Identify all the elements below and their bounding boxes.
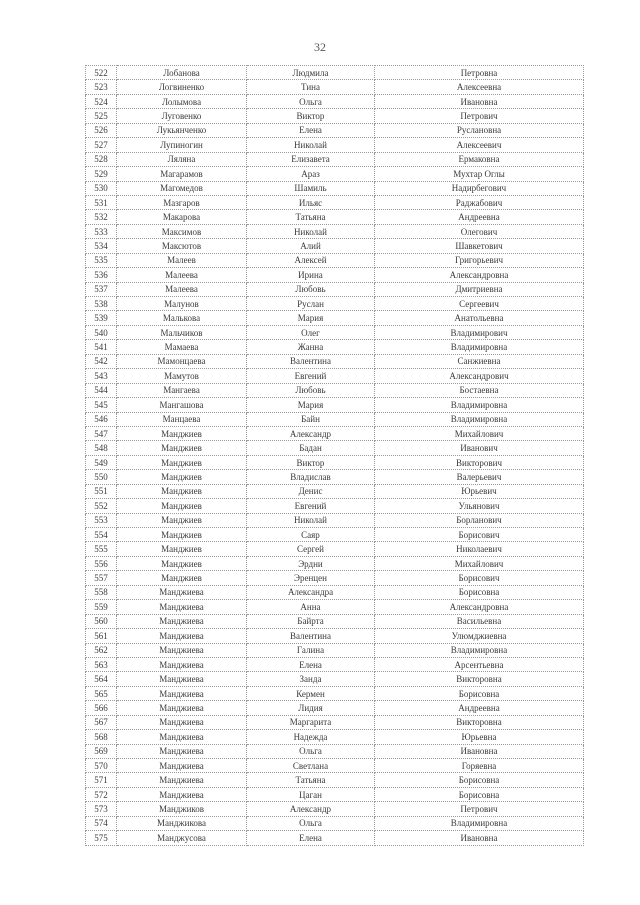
table-row <box>86 787 584 801</box>
row-number: 569 <box>86 744 117 758</box>
surname-cell: Манджиев <box>117 528 247 542</box>
surname-cell: Лобанова <box>117 66 247 80</box>
first-name-cell: Любовь <box>247 383 375 397</box>
patronymic-cell: Александровна <box>375 268 584 282</box>
surname-cell: Малеева <box>117 268 247 282</box>
table-row <box>86 340 584 354</box>
patronymic-cell: Владимировна <box>375 816 584 830</box>
surname-cell: Лолымова <box>117 94 247 108</box>
first-name-cell: Галина <box>247 643 375 657</box>
table-row <box>86 513 584 527</box>
row-number: 525 <box>86 109 117 123</box>
surname-cell: Манджиева <box>117 672 247 686</box>
patronymic-cell: Борисовна <box>375 787 584 801</box>
surname-cell: Манджиева <box>117 759 247 773</box>
row-number: 574 <box>86 816 117 830</box>
first-name-cell: Жанна <box>247 340 375 354</box>
surname-cell: Манджиева <box>117 585 247 599</box>
row-number: 523 <box>86 80 117 94</box>
table-row <box>86 325 584 339</box>
patronymic-cell: Ермаковна <box>375 152 584 166</box>
patronymic-cell: Анатольевна <box>375 311 584 325</box>
table-row <box>86 802 584 816</box>
row-number: 560 <box>86 614 117 628</box>
first-name-cell: Евгений <box>247 499 375 513</box>
row-number: 536 <box>86 268 117 282</box>
table-row <box>86 484 584 498</box>
patronymic-cell: Григорьевич <box>375 253 584 267</box>
patronymic-cell: Петрович <box>375 109 584 123</box>
row-number: 556 <box>86 556 117 570</box>
patronymic-cell: Ивановна <box>375 94 584 108</box>
table-row <box>86 268 584 282</box>
roster-table <box>85 65 584 846</box>
surname-cell: Манджиева <box>117 686 247 700</box>
table-row <box>86 383 584 397</box>
first-name-cell: Мария <box>247 398 375 412</box>
patronymic-cell: Сергеевич <box>375 297 584 311</box>
surname-cell: Магомедов <box>117 181 247 195</box>
patronymic-cell: Руслановна <box>375 123 584 137</box>
first-name-cell: Олег <box>247 325 375 339</box>
first-name-cell: Алексей <box>247 253 375 267</box>
first-name-cell: Маргарита <box>247 715 375 729</box>
row-number: 553 <box>86 513 117 527</box>
row-number: 554 <box>86 528 117 542</box>
first-name-cell: Николай <box>247 224 375 238</box>
surname-cell: Манджусова <box>117 831 247 845</box>
table-row <box>86 311 584 325</box>
patronymic-cell: Михайлович <box>375 426 584 440</box>
patronymic-cell: Александровна <box>375 600 584 614</box>
patronymic-cell: Андреевна <box>375 210 584 224</box>
row-number: 535 <box>86 253 117 267</box>
patronymic-cell: Юрьевич <box>375 484 584 498</box>
row-number: 572 <box>86 787 117 801</box>
first-name-cell: Людмила <box>247 66 375 80</box>
first-name-cell: Виктор <box>247 109 375 123</box>
table-row <box>86 773 584 787</box>
first-name-cell: Шамиль <box>247 181 375 195</box>
first-name-cell: Занда <box>247 672 375 686</box>
table-row <box>86 369 584 383</box>
patronymic-cell: Михайлович <box>375 556 584 570</box>
table-row <box>86 759 584 773</box>
surname-cell: Манцаева <box>117 412 247 426</box>
patronymic-cell: Борисович <box>375 528 584 542</box>
patronymic-cell: Владимировна <box>375 398 584 412</box>
first-name-cell: Александр <box>247 426 375 440</box>
table-row <box>86 600 584 614</box>
patronymic-cell: Викторовна <box>375 715 584 729</box>
surname-cell: Манджиев <box>117 571 247 585</box>
surname-cell: Малунов <box>117 297 247 311</box>
row-number: 524 <box>86 94 117 108</box>
row-number: 547 <box>86 426 117 440</box>
patronymic-cell: Борисовна <box>375 585 584 599</box>
first-name-cell: Денис <box>247 484 375 498</box>
row-number: 522 <box>86 66 117 80</box>
table-row <box>86 297 584 311</box>
table-row <box>86 152 584 166</box>
first-name-cell: Владислав <box>247 470 375 484</box>
table-row <box>86 455 584 469</box>
patronymic-cell: Бостаевна <box>375 383 584 397</box>
table-row <box>86 94 584 108</box>
patronymic-cell: Горяевна <box>375 759 584 773</box>
patronymic-cell: Мухтар Оглы <box>375 167 584 181</box>
first-name-cell: Александра <box>247 585 375 599</box>
surname-cell: Манджиева <box>117 614 247 628</box>
row-number: 558 <box>86 585 117 599</box>
row-number: 552 <box>86 499 117 513</box>
first-name-cell: Ольга <box>247 744 375 758</box>
patronymic-cell: Николаевич <box>375 542 584 556</box>
surname-cell: Мазгаров <box>117 195 247 209</box>
table-row <box>86 730 584 744</box>
surname-cell: Манджиева <box>117 629 247 643</box>
surname-cell: Манджиев <box>117 455 247 469</box>
surname-cell: Манджиева <box>117 701 247 715</box>
table-row <box>86 181 584 195</box>
first-name-cell: Эрдни <box>247 556 375 570</box>
row-number: 541 <box>86 340 117 354</box>
first-name-cell: Ильяс <box>247 195 375 209</box>
surname-cell: Ляляна <box>117 152 247 166</box>
first-name-cell: Елизавета <box>247 152 375 166</box>
first-name-cell: Тина <box>247 80 375 94</box>
surname-cell: Мамонцаева <box>117 354 247 368</box>
first-name-cell: Ирина <box>247 268 375 282</box>
first-name-cell: Араз <box>247 167 375 181</box>
surname-cell: Малеева <box>117 282 247 296</box>
row-number: 544 <box>86 383 117 397</box>
surname-cell: Манджиев <box>117 556 247 570</box>
page-number: 32 <box>314 40 326 54</box>
table-row <box>86 816 584 830</box>
row-number: 566 <box>86 701 117 715</box>
table-row <box>86 109 584 123</box>
patronymic-cell: Олегович <box>375 224 584 238</box>
first-name-cell: Ольга <box>247 816 375 830</box>
first-name-cell: Елена <box>247 123 375 137</box>
table-row <box>86 556 584 570</box>
table-row <box>86 499 584 513</box>
row-number: 542 <box>86 354 117 368</box>
surname-cell: Манджиев <box>117 426 247 440</box>
surname-cell: Манджиев <box>117 513 247 527</box>
first-name-cell: Цаган <box>247 787 375 801</box>
surname-cell: Манджиева <box>117 657 247 671</box>
table-row <box>86 744 584 758</box>
table-row <box>86 412 584 426</box>
first-name-cell: Валентина <box>247 629 375 643</box>
table-row <box>86 470 584 484</box>
first-name-cell: Бадан <box>247 441 375 455</box>
table-row <box>86 528 584 542</box>
row-number: 528 <box>86 152 117 166</box>
surname-cell: Манджиева <box>117 787 247 801</box>
first-name-cell: Виктор <box>247 455 375 469</box>
table-row <box>86 441 584 455</box>
row-number: 563 <box>86 657 117 671</box>
surname-cell: Манджиева <box>117 744 247 758</box>
table-row <box>86 686 584 700</box>
patronymic-cell: Владимировна <box>375 643 584 657</box>
first-name-cell: Татьяна <box>247 773 375 787</box>
patronymic-cell: Викторович <box>375 455 584 469</box>
first-name-cell: Руслан <box>247 297 375 311</box>
patronymic-cell: Александрович <box>375 369 584 383</box>
row-number: 537 <box>86 282 117 296</box>
patronymic-cell: Борисовна <box>375 773 584 787</box>
patronymic-cell: Борисович <box>375 571 584 585</box>
row-number: 534 <box>86 239 117 253</box>
table-row <box>86 138 584 152</box>
table-row <box>86 210 584 224</box>
first-name-cell: Надежда <box>247 730 375 744</box>
surname-cell: Мальчиков <box>117 325 247 339</box>
surname-cell: Малеев <box>117 253 247 267</box>
row-number: 549 <box>86 455 117 469</box>
row-number: 538 <box>86 297 117 311</box>
surname-cell: Логвиненко <box>117 80 247 94</box>
row-number: 559 <box>86 600 117 614</box>
patronymic-cell: Петрович <box>375 802 584 816</box>
table-row <box>86 167 584 181</box>
table-row <box>86 426 584 440</box>
first-name-cell: Байн <box>247 412 375 426</box>
patronymic-cell: Владимировна <box>375 340 584 354</box>
table-row <box>86 657 584 671</box>
table-row <box>86 571 584 585</box>
table-row <box>86 224 584 238</box>
first-name-cell: Кермен <box>247 686 375 700</box>
table-row <box>86 542 584 556</box>
first-name-cell: Сергей <box>247 542 375 556</box>
table-row <box>86 253 584 267</box>
patronymic-cell: Ивановна <box>375 744 584 758</box>
table-row <box>86 80 584 94</box>
patronymic-cell: Раджабович <box>375 195 584 209</box>
patronymic-cell: Ульянович <box>375 499 584 513</box>
patronymic-cell: Васильевна <box>375 614 584 628</box>
surname-cell: Манджиева <box>117 730 247 744</box>
patronymic-cell: Санжиевна <box>375 354 584 368</box>
patronymic-cell: Шавкетович <box>375 239 584 253</box>
surname-cell: Манджиков <box>117 802 247 816</box>
patronymic-cell: Борисовна <box>375 686 584 700</box>
first-name-cell: Байрта <box>247 614 375 628</box>
table-row <box>86 701 584 715</box>
surname-cell: Луговенко <box>117 109 247 123</box>
roster-body <box>86 66 584 846</box>
table-row <box>86 585 584 599</box>
surname-cell: Манджиева <box>117 715 247 729</box>
table-row <box>86 66 584 80</box>
table-row <box>86 672 584 686</box>
first-name-cell: Светлана <box>247 759 375 773</box>
patronymic-cell: Ивановна <box>375 831 584 845</box>
row-number: 527 <box>86 138 117 152</box>
row-number: 531 <box>86 195 117 209</box>
row-number: 575 <box>86 831 117 845</box>
surname-cell: Манджиев <box>117 470 247 484</box>
row-number: 568 <box>86 730 117 744</box>
patronymic-cell: Арсентьевна <box>375 657 584 671</box>
first-name-cell: Николай <box>247 138 375 152</box>
surname-cell: Мамутов <box>117 369 247 383</box>
row-number: 540 <box>86 325 117 339</box>
patronymic-cell: Алексеевич <box>375 138 584 152</box>
patronymic-cell: Владимировна <box>375 412 584 426</box>
first-name-cell: Елена <box>247 831 375 845</box>
table-row <box>86 239 584 253</box>
row-number: 571 <box>86 773 117 787</box>
surname-cell: Мамаева <box>117 340 247 354</box>
row-number: 530 <box>86 181 117 195</box>
row-number: 567 <box>86 715 117 729</box>
patronymic-cell: Валерьевич <box>375 470 584 484</box>
row-number: 550 <box>86 470 117 484</box>
surname-cell: Манджиев <box>117 542 247 556</box>
surname-cell: Манджиева <box>117 600 247 614</box>
row-number: 570 <box>86 759 117 773</box>
first-name-cell: Николай <box>247 513 375 527</box>
table-row <box>86 614 584 628</box>
first-name-cell: Евгений <box>247 369 375 383</box>
surname-cell: Максютов <box>117 239 247 253</box>
surname-cell: Макарова <box>117 210 247 224</box>
surname-cell: Манджиев <box>117 499 247 513</box>
row-number: 573 <box>86 802 117 816</box>
row-number: 565 <box>86 686 117 700</box>
table-row <box>86 282 584 296</box>
patronymic-cell: Викторовна <box>375 672 584 686</box>
surname-cell: Лукьянченко <box>117 123 247 137</box>
row-number: 543 <box>86 369 117 383</box>
table-row <box>86 354 584 368</box>
first-name-cell: Саяр <box>247 528 375 542</box>
first-name-cell: Елена <box>247 657 375 671</box>
patronymic-cell: Андреевна <box>375 701 584 715</box>
surname-cell: Малькова <box>117 311 247 325</box>
surname-cell: Манджиев <box>117 484 247 498</box>
surname-cell: Манджиева <box>117 643 247 657</box>
first-name-cell: Александр <box>247 802 375 816</box>
first-name-cell: Татьяна <box>247 210 375 224</box>
patronymic-cell: Дмитриевна <box>375 282 584 296</box>
patronymic-cell: Алексеевна <box>375 80 584 94</box>
row-number: 557 <box>86 571 117 585</box>
row-number: 562 <box>86 643 117 657</box>
row-number: 564 <box>86 672 117 686</box>
surname-cell: Магарамов <box>117 167 247 181</box>
surname-cell: Манджиев <box>117 441 247 455</box>
surname-cell: Лупиногин <box>117 138 247 152</box>
row-number: 561 <box>86 629 117 643</box>
patronymic-cell: Борланович <box>375 513 584 527</box>
row-number: 555 <box>86 542 117 556</box>
table-row <box>86 643 584 657</box>
first-name-cell: Анна <box>247 600 375 614</box>
surname-cell: Мангашова <box>117 398 247 412</box>
row-number: 539 <box>86 311 117 325</box>
row-number: 526 <box>86 123 117 137</box>
row-number: 546 <box>86 412 117 426</box>
first-name-cell: Мария <box>247 311 375 325</box>
first-name-cell: Валентина <box>247 354 375 368</box>
patronymic-cell: Юрьевна <box>375 730 584 744</box>
patronymic-cell: Владимирович <box>375 325 584 339</box>
table-row <box>86 398 584 412</box>
patronymic-cell: Иванович <box>375 441 584 455</box>
table-row <box>86 831 584 845</box>
surname-cell: Манджикова <box>117 816 247 830</box>
row-number: 545 <box>86 398 117 412</box>
surname-cell: Мангаева <box>117 383 247 397</box>
table-row <box>86 715 584 729</box>
table-row <box>86 123 584 137</box>
row-number: 551 <box>86 484 117 498</box>
patronymic-cell: Улюмджиевна <box>375 629 584 643</box>
first-name-cell: Любовь <box>247 282 375 296</box>
first-name-cell: Эренцен <box>247 571 375 585</box>
patronymic-cell: Петровна <box>375 66 584 80</box>
patronymic-cell: Надирбегович <box>375 181 584 195</box>
table-row <box>86 195 584 209</box>
surname-cell: Манджиева <box>117 773 247 787</box>
first-name-cell: Ольга <box>247 94 375 108</box>
surname-cell: Максимов <box>117 224 247 238</box>
row-number: 532 <box>86 210 117 224</box>
table-row <box>86 629 584 643</box>
row-number: 533 <box>86 224 117 238</box>
row-number: 548 <box>86 441 117 455</box>
first-name-cell: Алий <box>247 239 375 253</box>
row-number: 529 <box>86 167 117 181</box>
first-name-cell: Лидия <box>247 701 375 715</box>
